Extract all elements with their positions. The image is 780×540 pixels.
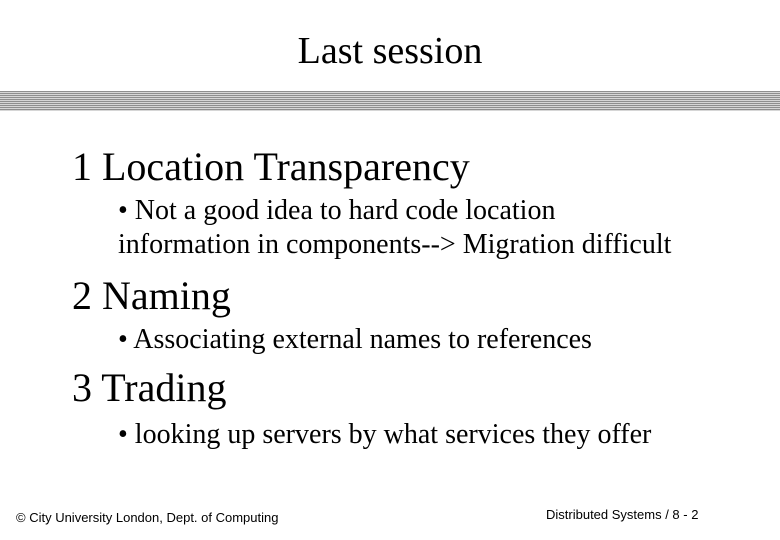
footer-copyright: © City University London, Dept. of Computing: [16, 510, 279, 525]
footer-course-page: Distributed Systems / 8 - 2: [546, 507, 699, 522]
section-heading-trading: 3 Trading: [72, 365, 227, 410]
bullet-line: information in components--> Migration difficult: [118, 229, 672, 260]
bullet-line: • looking up servers by what services they offer: [118, 419, 652, 450]
section-heading-naming: 2 Naming: [72, 273, 231, 318]
slide-title: Last session: [297, 30, 483, 72]
title-divider-rule: [0, 91, 780, 111]
bullet-naming: [118, 323, 592, 357]
bullet-line: • Not a good idea to hard code location: [118, 195, 556, 226]
section-heading-location-transparency: 1 Location Transparency: [72, 144, 470, 189]
bullet-trading: [118, 418, 651, 452]
bullet-location-transparency: [118, 194, 671, 262]
bullet-line: • Associating external names to references: [118, 324, 592, 355]
